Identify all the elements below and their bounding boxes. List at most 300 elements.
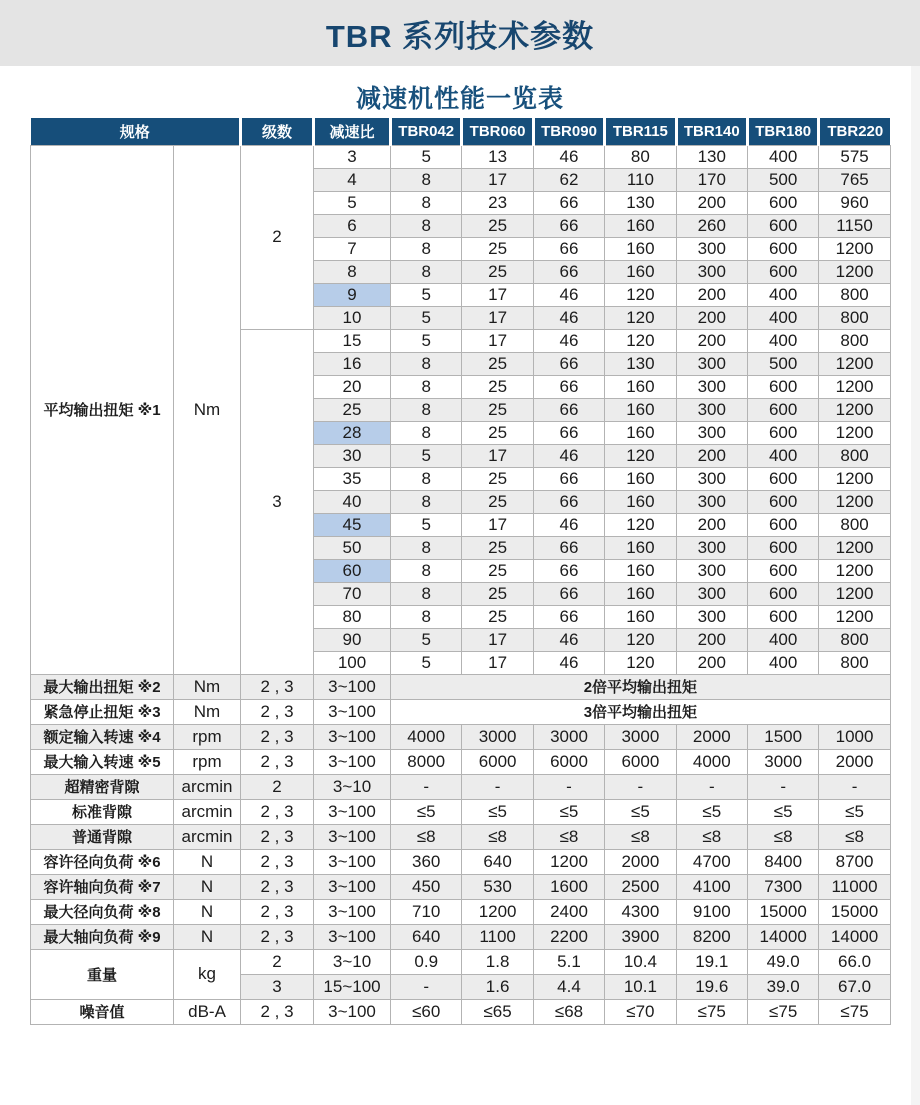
value-cell: 1200 — [819, 490, 890, 513]
value-cell: 1000 — [819, 724, 890, 749]
row-stages-cell: 2 — [241, 949, 314, 974]
value-cell: 800 — [819, 513, 890, 536]
row-label-cell: 标准背隙 — [31, 799, 174, 824]
value-cell: 600 — [747, 559, 818, 582]
row-ratio-cell: 3~100 — [314, 724, 391, 749]
value-cell: 160 — [605, 398, 676, 421]
value-cell: 640 — [391, 924, 462, 949]
value-cell: - — [391, 774, 462, 799]
ratio-cell: 45 — [314, 513, 391, 536]
row-unit-cell: arcmin — [174, 824, 241, 849]
value-cell: 450 — [391, 874, 462, 899]
value-cell: 1200 — [819, 559, 890, 582]
value-cell: 66 — [533, 559, 604, 582]
param-row — [31, 699, 891, 724]
row-ratio-cell: 3~10 — [314, 774, 391, 799]
header-model-TBR042: TBR042 — [391, 118, 462, 145]
row-ratio-cell: 3~100 — [314, 699, 391, 724]
value-cell: 960 — [819, 191, 890, 214]
value-cell: 46 — [533, 444, 604, 467]
value-cell: 600 — [747, 490, 818, 513]
param-row — [31, 674, 891, 699]
ratio-cell: 28 — [314, 421, 391, 444]
value-cell: 8 — [391, 237, 462, 260]
value-cell: 300 — [676, 375, 747, 398]
value-cell: 46 — [533, 651, 604, 674]
value-cell: 1200 — [819, 398, 890, 421]
value-cell: 8 — [391, 260, 462, 283]
value-cell: - — [533, 774, 604, 799]
row-unit-cell: Nm — [174, 699, 241, 724]
value-cell: 5 — [391, 651, 462, 674]
ratio-cell: 80 — [314, 605, 391, 628]
row-unit-cell: dB-A — [174, 999, 241, 1024]
weight-unit-cell: kg — [174, 949, 241, 999]
value-cell: ≤5 — [391, 799, 462, 824]
value-cell: 17 — [462, 329, 533, 352]
header-ratio: 减速比 — [314, 118, 391, 145]
row-ratio-cell: 3~100 — [314, 749, 391, 774]
header-stages: 级数 — [241, 118, 314, 145]
param-row — [31, 749, 891, 774]
row-ratio-cell: 3~10 — [314, 949, 391, 974]
row-ratio-cell: 3~100 — [314, 924, 391, 949]
value-cell: 800 — [819, 444, 890, 467]
value-cell: 600 — [747, 513, 818, 536]
value-cell: 66 — [533, 191, 604, 214]
header-model-TBR180: TBR180 — [747, 118, 818, 145]
value-cell: 4700 — [676, 849, 747, 874]
row-label-cell: 最大轴向负荷 ※9 — [31, 924, 174, 949]
value-cell: 300 — [676, 536, 747, 559]
value-cell: 66 — [533, 421, 604, 444]
value-cell: 8 — [391, 398, 462, 421]
value-cell: 8 — [391, 582, 462, 605]
value-cell: 66 — [533, 260, 604, 283]
ratio-cell: 4 — [314, 168, 391, 191]
value-cell: 25 — [462, 260, 533, 283]
value-cell: 160 — [605, 375, 676, 398]
stage-3-cell: 3 — [241, 329, 314, 674]
value-cell: 66 — [533, 582, 604, 605]
value-cell: 400 — [747, 628, 818, 651]
value-cell: 1100 — [462, 924, 533, 949]
value-cell: 66 — [533, 536, 604, 559]
value-cell: ≤65 — [462, 999, 533, 1024]
torque-row — [31, 145, 891, 168]
value-cell: ≤5 — [676, 799, 747, 824]
ratio-cell: 30 — [314, 444, 391, 467]
value-cell: 25 — [462, 582, 533, 605]
value-cell: 1200 — [819, 421, 890, 444]
value-cell: 3000 — [533, 724, 604, 749]
ratio-cell: 90 — [314, 628, 391, 651]
value-cell: ≤68 — [533, 999, 604, 1024]
value-cell: - — [462, 774, 533, 799]
value-cell: 300 — [676, 467, 747, 490]
value-cell: 300 — [676, 582, 747, 605]
value-cell: 1200 — [819, 605, 890, 628]
value-cell: 1150 — [819, 214, 890, 237]
value-cell: 17 — [462, 444, 533, 467]
row-unit-cell: rpm — [174, 724, 241, 749]
value-cell: 600 — [747, 260, 818, 283]
value-cell: 200 — [676, 283, 747, 306]
value-cell: 400 — [747, 329, 818, 352]
row-ratio-cell: 3~100 — [314, 899, 391, 924]
ratio-cell: 3 — [314, 145, 391, 168]
value-cell: 1200 — [819, 582, 890, 605]
value-cell: 8200 — [676, 924, 747, 949]
value-cell: 400 — [747, 651, 818, 674]
row-stages-cell: 3 — [241, 974, 314, 999]
value-cell: ≤5 — [605, 799, 676, 824]
value-cell: 46 — [533, 513, 604, 536]
value-cell: 25 — [462, 237, 533, 260]
value-cell: ≤5 — [747, 799, 818, 824]
value-cell: 575 — [819, 145, 890, 168]
ratio-cell: 100 — [314, 651, 391, 674]
value-cell: ≤8 — [605, 824, 676, 849]
param-row — [31, 799, 891, 824]
value-cell: 1200 — [819, 536, 890, 559]
value-cell: 8 — [391, 536, 462, 559]
value-cell: 8 — [391, 168, 462, 191]
value-cell: ≤8 — [533, 824, 604, 849]
value-cell: 14000 — [819, 924, 890, 949]
value-cell: 66.0 — [819, 949, 890, 974]
row-label-cell: 普通背隙 — [31, 824, 174, 849]
value-cell: 300 — [676, 559, 747, 582]
row-label-cell: 额定输入转速 ※4 — [31, 724, 174, 749]
value-cell: 300 — [676, 398, 747, 421]
value-cell: 360 — [391, 849, 462, 874]
value-cell: 200 — [676, 651, 747, 674]
value-cell: 25 — [462, 375, 533, 398]
ratio-cell: 8 — [314, 260, 391, 283]
value-cell: 62 — [533, 168, 604, 191]
value-cell: 25 — [462, 421, 533, 444]
value-cell: 600 — [747, 191, 818, 214]
value-cell: ≤5 — [819, 799, 890, 824]
row-stages-cell: 2 , 3 — [241, 724, 314, 749]
weight-label-cell: 重量 — [31, 949, 174, 999]
value-cell: 6000 — [462, 749, 533, 774]
value-cell: 5 — [391, 628, 462, 651]
value-cell: 1200 — [819, 375, 890, 398]
value-cell: 8 — [391, 490, 462, 513]
value-cell: 7300 — [747, 874, 818, 899]
value-cell: 5 — [391, 306, 462, 329]
value-cell: 160 — [605, 260, 676, 283]
value-cell: 9100 — [676, 899, 747, 924]
table-subtitle: 减速机性能一览表 — [355, 85, 564, 113]
row-unit-cell: N — [174, 899, 241, 924]
value-cell: 160 — [605, 536, 676, 559]
value-cell: 46 — [533, 145, 604, 168]
param-row — [31, 899, 891, 924]
param-row — [31, 999, 891, 1024]
value-cell: 17 — [462, 168, 533, 191]
value-cell: 800 — [819, 651, 890, 674]
value-cell: 600 — [747, 214, 818, 237]
value-cell: 66 — [533, 237, 604, 260]
row-unit-cell: Nm — [174, 674, 241, 699]
page-title: TBR 系列技术参数 — [325, 18, 595, 54]
ratio-cell: 70 — [314, 582, 391, 605]
value-cell: 46 — [533, 329, 604, 352]
value-cell: 300 — [676, 352, 747, 375]
value-cell: 160 — [605, 421, 676, 444]
merged-note-cell: 3倍平均输出扭矩 — [391, 699, 891, 724]
value-cell: 8 — [391, 421, 462, 444]
value-cell: 600 — [747, 398, 818, 421]
value-cell: 46 — [533, 283, 604, 306]
value-cell: 4300 — [605, 899, 676, 924]
value-cell: 25 — [462, 214, 533, 237]
value-cell: 67.0 — [819, 974, 890, 999]
value-cell: 2000 — [676, 724, 747, 749]
row-unit-cell: N — [174, 924, 241, 949]
row-label-cell: 紧急停止扭矩 ※3 — [31, 699, 174, 724]
value-cell: 8400 — [747, 849, 818, 874]
value-cell: 600 — [747, 421, 818, 444]
value-cell: ≤8 — [676, 824, 747, 849]
value-cell: 3000 — [747, 749, 818, 774]
value-cell: 17 — [462, 306, 533, 329]
ratio-cell: 16 — [314, 352, 391, 375]
value-cell: 17 — [462, 513, 533, 536]
value-cell: 800 — [819, 306, 890, 329]
ratio-cell: 50 — [314, 536, 391, 559]
value-cell: 300 — [676, 605, 747, 628]
row-stages-cell: 2 , 3 — [241, 999, 314, 1024]
value-cell: 2500 — [605, 874, 676, 899]
value-cell: 8700 — [819, 849, 890, 874]
value-cell: ≤70 — [605, 999, 676, 1024]
header-row — [31, 118, 891, 145]
param-row — [31, 874, 891, 899]
row-stages-cell: 2 — [241, 774, 314, 799]
value-cell: 160 — [605, 467, 676, 490]
value-cell: 300 — [676, 260, 747, 283]
value-cell: 4.4 — [533, 974, 604, 999]
value-cell: ≤75 — [747, 999, 818, 1024]
value-cell: 8 — [391, 605, 462, 628]
ratio-cell: 9 — [314, 283, 391, 306]
value-cell: 765 — [819, 168, 890, 191]
row-stages-cell: 2 , 3 — [241, 749, 314, 774]
value-cell: 200 — [676, 329, 747, 352]
value-cell: 200 — [676, 628, 747, 651]
value-cell: 400 — [747, 306, 818, 329]
value-cell: 200 — [676, 513, 747, 536]
value-cell: 66 — [533, 352, 604, 375]
value-cell: 640 — [462, 849, 533, 874]
value-cell: 130 — [605, 352, 676, 375]
row-ratio-cell: 3~100 — [314, 674, 391, 699]
value-cell: ≤5 — [462, 799, 533, 824]
value-cell: 10.4 — [605, 949, 676, 974]
value-cell: 120 — [605, 306, 676, 329]
table-header — [31, 118, 891, 145]
row-unit-cell: N — [174, 849, 241, 874]
value-cell: 1200 — [819, 237, 890, 260]
param-row — [31, 774, 891, 799]
value-cell: 46 — [533, 306, 604, 329]
value-cell: 160 — [605, 214, 676, 237]
value-cell: 600 — [747, 237, 818, 260]
value-cell: 600 — [747, 467, 818, 490]
value-cell: 14000 — [747, 924, 818, 949]
row-label-cell: 容许轴向负荷 ※7 — [31, 874, 174, 899]
value-cell: 120 — [605, 628, 676, 651]
value-cell: 1600 — [533, 874, 604, 899]
value-cell: 4000 — [391, 724, 462, 749]
value-cell: 25 — [462, 352, 533, 375]
value-cell: 17 — [462, 651, 533, 674]
ratio-cell: 60 — [314, 559, 391, 582]
value-cell: 800 — [819, 329, 890, 352]
value-cell: 500 — [747, 168, 818, 191]
ratio-cell: 25 — [314, 398, 391, 421]
row-unit-cell: arcmin — [174, 774, 241, 799]
value-cell: 530 — [462, 874, 533, 899]
value-cell: 15000 — [819, 899, 890, 924]
value-cell: ≤8 — [819, 824, 890, 849]
value-cell: 120 — [605, 444, 676, 467]
value-cell: 23 — [462, 191, 533, 214]
value-cell: 300 — [676, 490, 747, 513]
value-cell: 1200 — [533, 849, 604, 874]
value-cell: 3900 — [605, 924, 676, 949]
value-cell: 500 — [747, 352, 818, 375]
header-spec: 规格 — [31, 118, 241, 145]
value-cell: 200 — [676, 306, 747, 329]
header-model-TBR220: TBR220 — [819, 118, 890, 145]
value-cell: 66 — [533, 605, 604, 628]
avg-torque-label-cell: 平均输出扭矩 ※1 — [31, 145, 174, 674]
value-cell: 13 — [462, 145, 533, 168]
value-cell: 260 — [676, 214, 747, 237]
row-stages-cell: 2 , 3 — [241, 799, 314, 824]
param-row — [31, 924, 891, 949]
value-cell: 80 — [605, 145, 676, 168]
merged-note-cell: 2倍平均输出扭矩 — [391, 674, 891, 699]
value-cell: 15000 — [747, 899, 818, 924]
value-cell: 6000 — [533, 749, 604, 774]
param-row — [31, 724, 891, 749]
value-cell: 6000 — [605, 749, 676, 774]
value-cell: 8 — [391, 352, 462, 375]
ratio-cell: 7 — [314, 237, 391, 260]
title-banner — [0, 0, 920, 66]
value-cell: 5 — [391, 329, 462, 352]
row-ratio-cell: 3~100 — [314, 999, 391, 1024]
param-row — [31, 824, 891, 849]
value-cell: - — [391, 974, 462, 999]
value-cell: 5 — [391, 145, 462, 168]
value-cell: 25 — [462, 467, 533, 490]
value-cell: 49.0 — [747, 949, 818, 974]
value-cell: 710 — [391, 899, 462, 924]
row-unit-cell: arcmin — [174, 799, 241, 824]
value-cell: 66 — [533, 398, 604, 421]
value-cell: - — [676, 774, 747, 799]
row-stages-cell: 2 , 3 — [241, 699, 314, 724]
value-cell: 160 — [605, 490, 676, 513]
value-cell: 1500 — [747, 724, 818, 749]
row-unit-cell: N — [174, 874, 241, 899]
ratio-cell: 40 — [314, 490, 391, 513]
row-stages-cell: 2 , 3 — [241, 824, 314, 849]
value-cell: 39.0 — [747, 974, 818, 999]
value-cell: 8 — [391, 559, 462, 582]
value-cell: 120 — [605, 329, 676, 352]
value-cell: 170 — [676, 168, 747, 191]
value-cell: 8000 — [391, 749, 462, 774]
value-cell: 1200 — [462, 899, 533, 924]
value-cell: 1200 — [819, 352, 890, 375]
value-cell: 600 — [747, 375, 818, 398]
value-cell: ≤75 — [676, 999, 747, 1024]
value-cell: - — [605, 774, 676, 799]
value-cell: 160 — [605, 582, 676, 605]
value-cell: 600 — [747, 536, 818, 559]
table-body — [31, 145, 891, 1024]
value-cell: 66 — [533, 490, 604, 513]
row-ratio-cell: 3~100 — [314, 849, 391, 874]
value-cell: 160 — [605, 559, 676, 582]
value-cell: 2000 — [605, 849, 676, 874]
value-cell: 130 — [605, 191, 676, 214]
value-cell: 1200 — [819, 467, 890, 490]
value-cell: 10.1 — [605, 974, 676, 999]
value-cell: 3000 — [462, 724, 533, 749]
row-stages-cell: 2 , 3 — [241, 899, 314, 924]
row-ratio-cell: 3~100 — [314, 824, 391, 849]
row-label-cell: 最大输出扭矩 ※2 — [31, 674, 174, 699]
ratio-cell: 20 — [314, 375, 391, 398]
value-cell: 25 — [462, 398, 533, 421]
value-cell: 800 — [819, 283, 890, 306]
noise-label-cell: 噪音值 — [31, 999, 174, 1024]
value-cell: 3000 — [605, 724, 676, 749]
row-ratio-cell: 3~100 — [314, 874, 391, 899]
row-unit-cell: rpm — [174, 749, 241, 774]
value-cell: 4100 — [676, 874, 747, 899]
row-ratio-cell: 3~100 — [314, 799, 391, 824]
value-cell: 120 — [605, 651, 676, 674]
avg-torque-unit-cell: Nm — [174, 145, 241, 674]
ratio-cell: 10 — [314, 306, 391, 329]
value-cell: 160 — [605, 237, 676, 260]
value-cell: 5 — [391, 513, 462, 536]
value-cell: ≤8 — [747, 824, 818, 849]
value-cell: 5.1 — [533, 949, 604, 974]
value-cell: ≤8 — [462, 824, 533, 849]
row-label-cell: 容许径向负荷 ※6 — [31, 849, 174, 874]
row-stages-cell: 2 , 3 — [241, 874, 314, 899]
value-cell: 2400 — [533, 899, 604, 924]
value-cell: 17 — [462, 628, 533, 651]
row-stages-cell: 2 , 3 — [241, 849, 314, 874]
value-cell: 66 — [533, 214, 604, 237]
value-cell: 25 — [462, 559, 533, 582]
stage-2-cell: 2 — [241, 145, 314, 329]
header-model-TBR140: TBR140 — [676, 118, 747, 145]
value-cell: 25 — [462, 605, 533, 628]
